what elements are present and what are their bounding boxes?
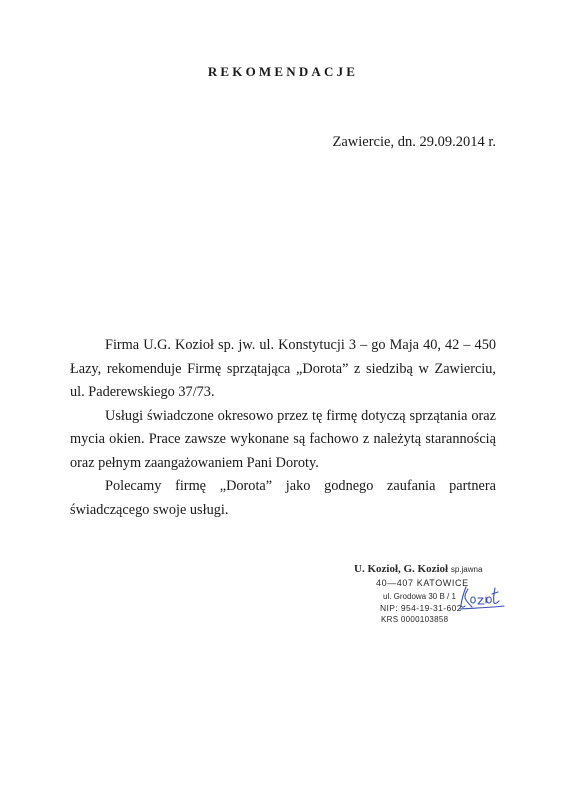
paragraph-1: Firma U.G. Kozioł sp. jw. ul. Konstytucji 3 – go Maja 40, 42 – 450 Łazy, rekomenduje Firmę sprzątająca „Dorota” z siedzibą w Zawierciu, ul. Paderewskiego 37/73. [70, 337, 496, 400]
stamp-company-suffix: sp.jawna [450, 565, 483, 574]
letter-body [70, 334, 496, 522]
paragraph-2: Usługi świadczone okresowo przez tę firmę dotyczą sprzątania oraz mycia okien. Prace zawsze wykonane są fachowo z należytą starannością oraz pełnym zaangażowaniem Pani Doroty. [70, 407, 496, 471]
paragraph-3: Polecamy firmę „Dorota” jako godnego zaufania partnera świadczącego swoje usługi. [70, 478, 496, 518]
handwritten-signature [457, 583, 507, 611]
stamp-nip: NIP: 954-19-31-602 [380, 603, 462, 613]
stamp-company-name: U. Kozioł, G. Kozioł [354, 563, 449, 575]
stamp-krs: KRS 0000103858 [381, 615, 449, 624]
date-line: Zawiercie, dn. 29.09.2014 r. [332, 134, 496, 150]
stamp-address-street: ul. Grodowa 30 B / 1 [383, 592, 456, 601]
stamp-company-line [354, 563, 482, 575]
document-title: REKOMENDACJE [207, 64, 359, 79]
stamp-address-city: 40—407 KATOWICE [376, 578, 469, 588]
